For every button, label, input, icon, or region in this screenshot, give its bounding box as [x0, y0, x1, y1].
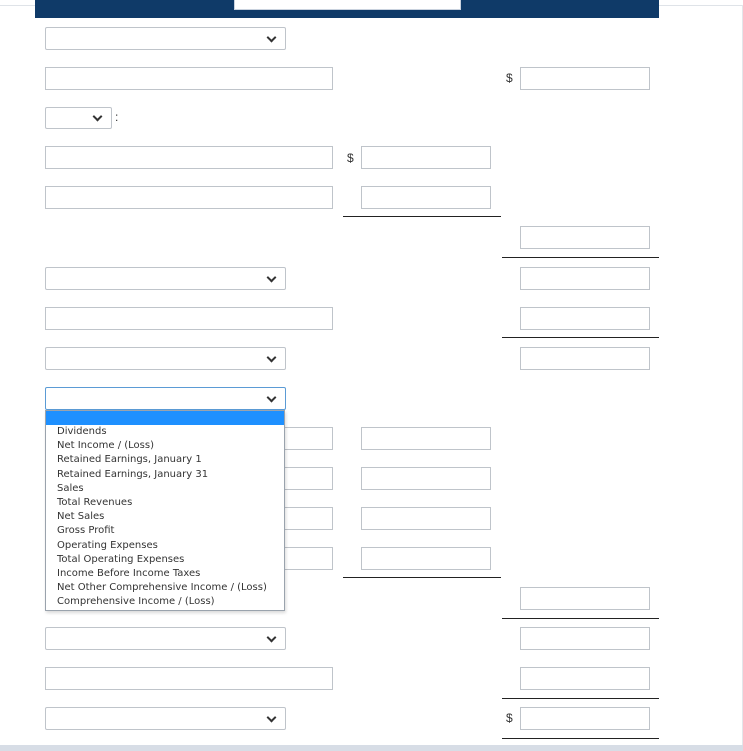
line-item-select-9[interactable]: [45, 347, 286, 370]
amount-col2-input-12[interactable]: [361, 467, 491, 490]
chevron-down-icon: [267, 353, 277, 363]
line-item-input-5[interactable]: [45, 186, 333, 209]
line-item-select-18[interactable]: [45, 707, 286, 730]
dropdown-option[interactable]: Net Income / (Loss): [57, 440, 154, 452]
amount-col3-input-8[interactable]: [520, 307, 650, 330]
subtotal-rule: [502, 337, 659, 338]
line-item-input-4[interactable]: [45, 146, 333, 169]
dropdown-list: [45, 410, 285, 611]
dropdown-option[interactable]: Income Before Income Taxes: [57, 568, 201, 580]
amount-col3-input-2[interactable]: [520, 67, 650, 90]
amount-col2-input-5[interactable]: [361, 186, 491, 209]
small-select[interactable]: [45, 107, 112, 129]
subtotal-rule: [502, 257, 659, 258]
subtotal-rule: [502, 618, 659, 619]
dropdown-option[interactable]: Retained Earnings, January 1: [57, 454, 202, 466]
dollar-sign: $: [347, 151, 354, 165]
amount-col3-input-9[interactable]: [520, 347, 650, 370]
line-item-select-7[interactable]: [45, 267, 286, 290]
subtotal-rule: [343, 216, 501, 217]
line-item-select-1[interactable]: [45, 27, 286, 50]
amount-col3-input-15[interactable]: [520, 587, 650, 610]
chevron-down-icon: [267, 273, 277, 283]
line-item-select-16[interactable]: [45, 627, 286, 650]
line-item-select-open[interactable]: [45, 387, 286, 410]
subtotal-rule: [343, 577, 501, 578]
dropdown-option[interactable]: Dividends: [57, 426, 107, 437]
total-double-rule: [502, 738, 659, 739]
chevron-down-icon: [267, 633, 277, 643]
dollar-sign: $: [506, 711, 513, 725]
dropdown-option[interactable]: Gross Profit: [57, 525, 115, 537]
dropdown-option[interactable]: Operating Expenses: [57, 539, 158, 551]
chevron-down-icon: [267, 393, 277, 403]
amount-col2-input-4[interactable]: [361, 146, 491, 169]
dropdown-option[interactable]: Retained Earnings, January 31: [57, 468, 209, 480]
amount-col3-input-16[interactable]: [520, 627, 650, 650]
dropdown-option[interactable]: Net Sales: [57, 511, 105, 523]
chevron-down-icon: [267, 713, 277, 723]
amount-col3-input-6[interactable]: [520, 226, 650, 249]
amount-col2-input-13[interactable]: [361, 507, 491, 530]
amount-col3-input-7[interactable]: [520, 267, 650, 290]
dropdown-option[interactable]: Total Revenues: [57, 497, 133, 509]
chevron-down-icon: [93, 112, 103, 122]
dropdown-option[interactable]: Total Operating Expenses: [57, 553, 185, 565]
line-item-input-17[interactable]: [45, 667, 333, 690]
amount-col2-input-14[interactable]: [361, 547, 491, 570]
chevron-down-icon: [267, 33, 277, 43]
worksheet-header-tab: [234, 0, 461, 10]
amount-col3-input-18[interactable]: [520, 707, 650, 730]
line-item-input-8[interactable]: [45, 307, 333, 330]
subtotal-rule: [502, 698, 659, 699]
colon-label: :: [115, 110, 119, 124]
dropdown-option[interactable]: Net Other Comprehensive Income / (Loss): [57, 582, 267, 594]
dropdown-option[interactable]: Comprehensive Income / (Loss): [57, 596, 215, 608]
dropdown-option[interactable]: Sales: [57, 482, 84, 494]
dollar-sign: $: [506, 71, 513, 85]
amount-col2-input-11[interactable]: [361, 427, 491, 450]
dropdown-option-highlighted[interactable]: [46, 411, 284, 425]
line-item-input-2[interactable]: [45, 67, 333, 90]
frame-bottom-strip: [0, 745, 743, 751]
amount-col3-input-17[interactable]: [520, 667, 650, 690]
